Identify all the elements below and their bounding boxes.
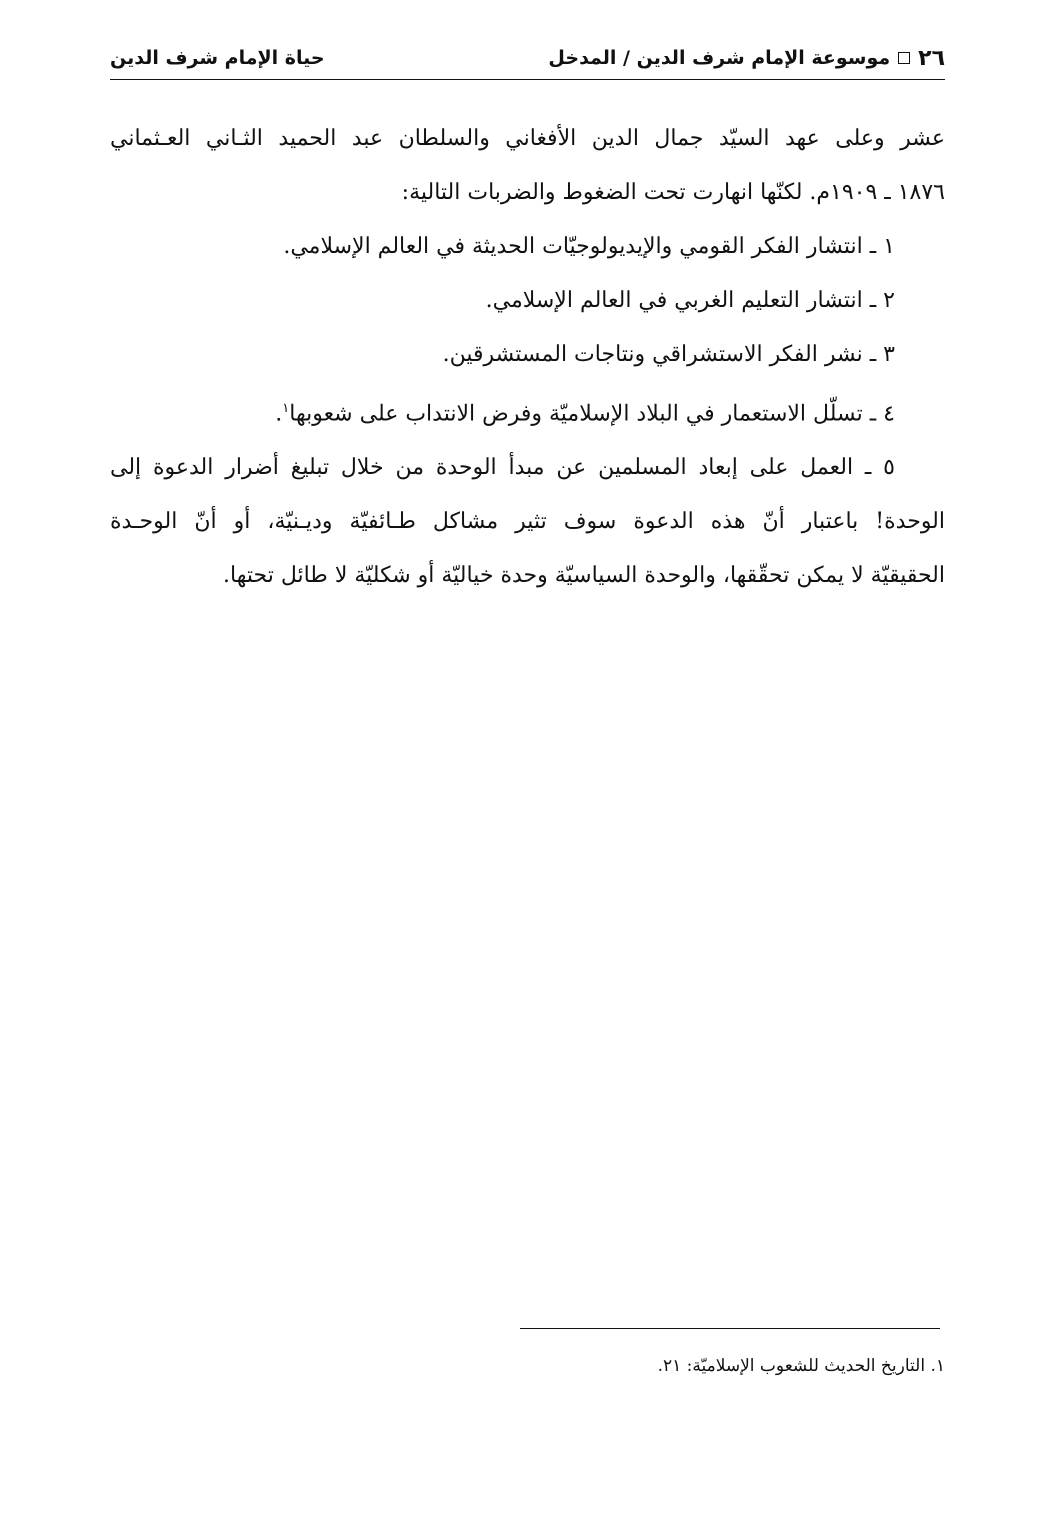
list-item [110, 382, 945, 441]
paragraph-line: الحقيقيّة لا يمكن تحقّقها، والوحدة السياسيّة وحدة خياليّة أو شكليّة لا طائل تحتها. [223, 563, 945, 589]
paragraph-line: عشر وعلى عهد السيّد جمال الدين الأفغاني والسلطان عبد الحميد الثـاني العـثماني [110, 126, 945, 151]
footnote-rule [520, 1328, 940, 1329]
paragraph-line: ١٨٧٦ ـ ١٩٠٩م. لكنّها انهارت تحت الضغوط والضربات التالية: [401, 180, 945, 205]
footnote: ١. التاريخ الحديث للشعوب الإسلاميّة: ٢١. [657, 1356, 945, 1376]
list-item: ٣ ـ نشر الفكر الاستشراقي ونتاجات المستشرقين. [442, 342, 895, 367]
list-item: ١ ـ انتشار الفكر القومي والإيديولوجيّات الحديثة في العالم الإسلامي. [283, 234, 895, 259]
header-rule [110, 79, 945, 80]
chapter-title: حياة الإمام شرف الدين [110, 47, 325, 69]
book-title: موسوعة الإمام شرف الدين / المدخل [548, 47, 891, 69]
footnote-reference[interactable]: ١ [282, 401, 290, 416]
main-text [110, 112, 945, 603]
list-item-text: ٤ ـ تسلّل الاستعمار في البلاد الإسلاميّة وفرض الانتداب على شعوبها [289, 401, 895, 427]
list-item-end: . [275, 401, 283, 427]
header-book-info [548, 46, 945, 71]
page-number: ٢٦ [918, 45, 945, 71]
paragraph-line: الوحدة! باعتبار أنّ هذه الدعوة سوف تثير مشاكل طـائفيّة وديـنيّة، أو أنّ الوحـدة [110, 509, 945, 535]
separator-box-icon [898, 52, 910, 64]
running-header [110, 40, 945, 76]
list-item: ٥ ـ العمل على إبعاد المسلمين عن مبدأ الوحدة من خلال تبليغ أضرار الدعوة إلى [110, 455, 895, 481]
list-item: ٢ ـ انتشار التعليم الغربي في العالم الإسلامي. [485, 288, 895, 313]
